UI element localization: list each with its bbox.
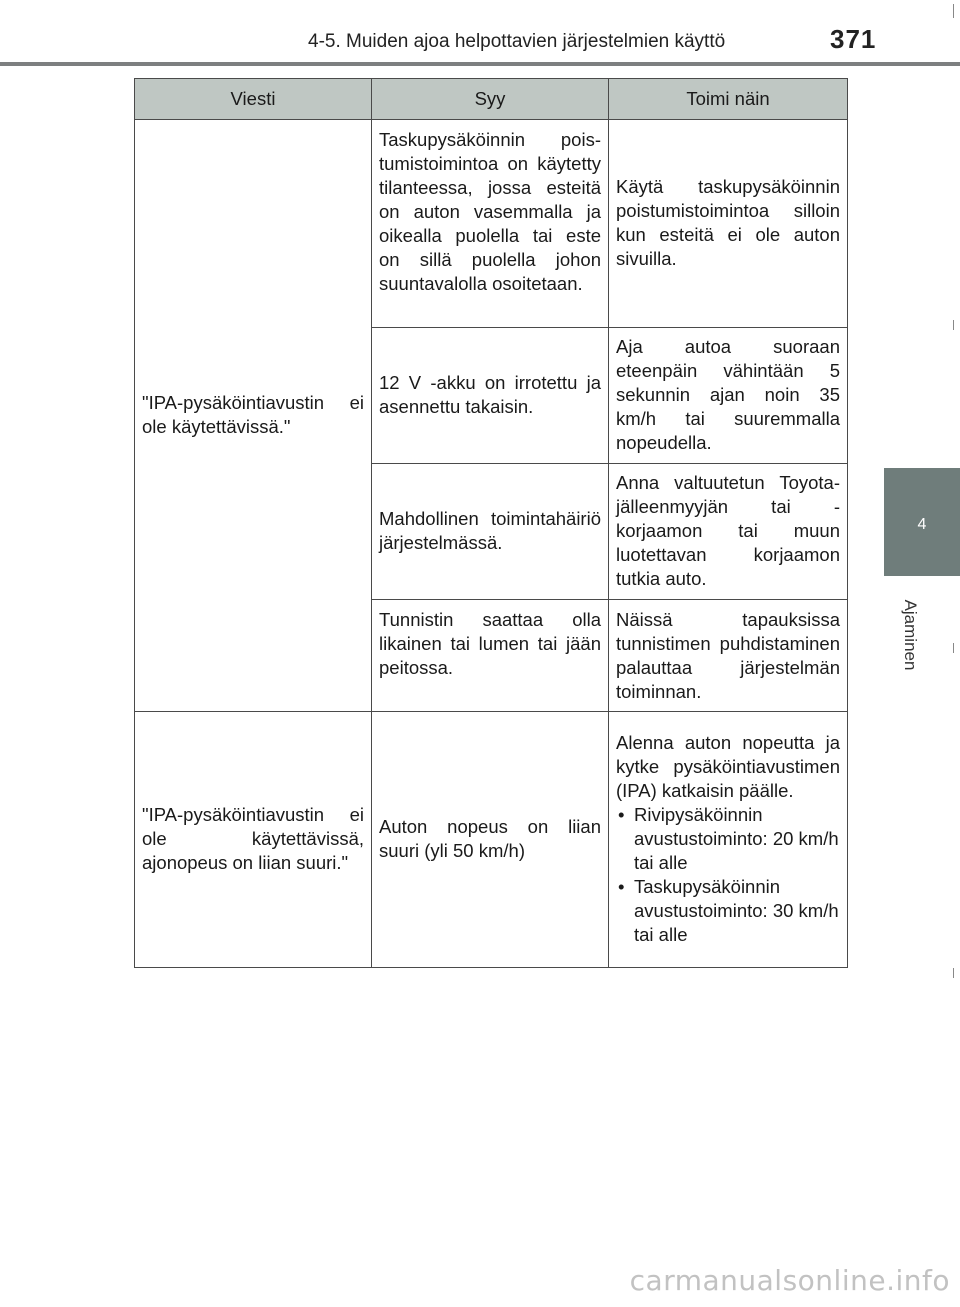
- watermark: carmanualsonline.info: [629, 1264, 950, 1297]
- crop-mark: [953, 968, 954, 978]
- action-cell: Aja autoa suoraan eteenpäin vähintään 5 sekunnin ajan noin 35 km/h tai suuremmalla nopeudella.: [609, 328, 848, 464]
- table-header-row: [135, 79, 848, 120]
- page-header: [0, 0, 960, 70]
- action-bullets: [616, 803, 840, 947]
- cause-cell: Auton nopeus on liian suuri (yli 50 km/h): [372, 712, 609, 968]
- list-item: • Rivipysäköinnin avustustoiminto: 20 km/h tai alle: [616, 803, 840, 875]
- header-cause: Syy: [372, 79, 609, 120]
- cause-cell: Taskupysäköinnin poistumistoimintoa on käytetty tilanteessa, jossa esteitä on auton vasemmalla ja oikealla puolella tai este on sillä puolella johon suuntavalolla osoitetaan.: [372, 120, 609, 328]
- chapter-label-text: Ajaminen: [901, 599, 920, 671]
- action-cell: Anna valtuutetun Toyota-jälleenmyyjän tai -korjaamon tai muun luotettavan korjaamon tutkia auto.: [609, 464, 848, 600]
- crop-mark: [953, 4, 954, 18]
- message-table: [134, 78, 848, 968]
- crop-mark: [953, 643, 954, 653]
- action-cell: [609, 712, 848, 968]
- chapter-label: [890, 585, 930, 685]
- header-rule: [0, 62, 960, 66]
- message-cell: "IPA-pysäköintiavustin ei ole käytettävissä.": [135, 120, 372, 712]
- action-cell: Näissä tapauksissa tunnistimen puhdistaminen palauttaa järjestelmän toiminnan.: [609, 600, 848, 712]
- action-cell: Käytä taskupysäköinnin poistumistoimintoa silloin kun esteitä ei ole auton sivuilla.: [609, 120, 848, 328]
- list-item: • Taskupysäköinnin avustustoiminto: 30 km/h tai alle: [616, 875, 840, 947]
- table-row: [135, 712, 848, 968]
- message-cell: "IPA-pysäköintiavustin ei ole käytettävissä, ajonopeus on liian suuri.": [135, 712, 372, 968]
- table-row: [135, 120, 848, 328]
- section-title: 4-5. Muiden ajoa helpottavien järjestelmien käyttö: [308, 31, 726, 52]
- page-number: 371: [830, 24, 877, 54]
- action-intro: Alenna auton nopeutta ja kytke pysäköintiavustimen (IPA) katkaisin päälle.: [616, 732, 840, 801]
- cause-cell: Mahdollinen toimintahäiriö järjestelmässä.: [372, 464, 609, 600]
- cause-cell: Tunnistin saattaa olla likainen tai lumen tai jään peitossa.: [372, 600, 609, 712]
- cause-cell: 12 V -akku on irrotettu ja asennettu takaisin.: [372, 328, 609, 464]
- chapter-number: 4: [917, 516, 927, 533]
- crop-mark: [953, 320, 954, 330]
- header-action: Toimi näin: [609, 79, 848, 120]
- header-message: Viesti: [135, 79, 372, 120]
